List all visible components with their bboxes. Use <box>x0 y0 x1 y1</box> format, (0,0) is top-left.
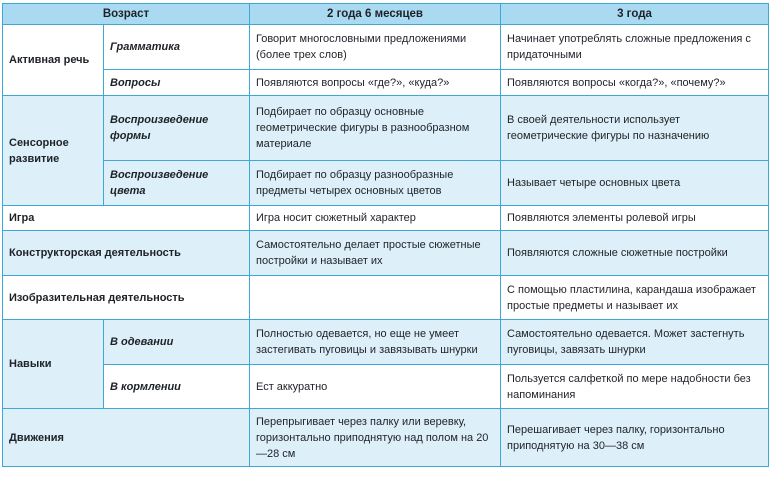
row-label-construct: Конструкторская деятельность <box>3 231 250 276</box>
table-row <box>3 231 769 276</box>
row-label-movement: Движения <box>3 409 250 467</box>
cell-shape-2y6m: Подбирает по образцу основные геометрические фигуры в разнообразном материале <box>250 96 501 161</box>
sub-label-questions: Вопросы <box>104 70 250 96</box>
cell-art-2y6m <box>250 276 501 320</box>
cell-shape-3y: В своей деятельности использует геометрические фигуры по назначению <box>501 96 769 161</box>
cell-color-3y: Называет четыре основных цвета <box>501 161 769 206</box>
table-row <box>3 276 769 320</box>
development-table <box>2 3 769 467</box>
cell-dress-3y: Самостоятельно одевается. Может застегнуть пуговицы, завязать шнурки <box>501 320 769 365</box>
cell-movement-2y6m: Перепрыгивает через палку или веревку, горизонтально приподнятую над полом на 20—28 см <box>250 409 501 467</box>
cell-eat-2y6m: Ест аккуратно <box>250 365 501 409</box>
cell-play-3y: Появляются элементы ролевой игры <box>501 206 769 231</box>
cell-grammar-2y6m: Говорит многословными предложениями (более трех слов) <box>250 25 501 70</box>
cell-construct-3y: Появляются сложные сюжетные постройки <box>501 231 769 276</box>
row-label-skills: Навыки <box>3 320 104 409</box>
cell-movement-3y: Перешагивает через палку, горизонтально приподнятую на 30—38 см <box>501 409 769 467</box>
header-age: Возраст <box>3 4 250 25</box>
table-row <box>3 25 769 70</box>
table-row <box>3 161 769 206</box>
row-label-art: Изобразительная деятельность <box>3 276 250 320</box>
table-row <box>3 96 769 161</box>
cell-questions-2y6m: Появляются вопросы «где?», «куда?» <box>250 70 501 96</box>
cell-play-2y6m: Игра носит сюжетный характер <box>250 206 501 231</box>
cell-construct-2y6m: Самостоятельно делает простые сюжетные постройки и называет их <box>250 231 501 276</box>
sub-label-grammar: Грамматика <box>104 25 250 70</box>
cell-questions-3y: Появляются вопросы «когда?», «почему?» <box>501 70 769 96</box>
table-row <box>3 70 769 96</box>
table-row <box>3 206 769 231</box>
sub-label-color: Воспроизведение цвета <box>104 161 250 206</box>
cell-dress-2y6m: Полностью одевается, но еще не умеет застегивать пуговицы и завязывать шнурки <box>250 320 501 365</box>
sub-label-shape: Воспроизведение формы <box>104 96 250 161</box>
sub-label-eat: В кормлении <box>104 365 250 409</box>
row-label-play: Игра <box>3 206 250 231</box>
header-col-3y: 3 года <box>501 4 769 25</box>
cell-art-3y: С помощью пластилина, карандаша изображает простые предметы и называет их <box>501 276 769 320</box>
table-row <box>3 320 769 365</box>
sub-label-dress: В одевании <box>104 320 250 365</box>
row-label-sensory: Сенсорное развитие <box>3 96 104 206</box>
header-row <box>3 4 769 25</box>
table-row <box>3 409 769 467</box>
cell-color-2y6m: Подбирает по образцу разнообразные предметы четырех основных цветов <box>250 161 501 206</box>
cell-eat-3y: Пользуется салфеткой по мере надобности без напоминания <box>501 365 769 409</box>
row-label-speech: Активная речь <box>3 25 104 96</box>
table-row <box>3 365 769 409</box>
header-col-2y6m: 2 года 6 месяцев <box>250 4 501 25</box>
cell-grammar-3y: Начинает употреблять сложные предложения с придаточными <box>501 25 769 70</box>
